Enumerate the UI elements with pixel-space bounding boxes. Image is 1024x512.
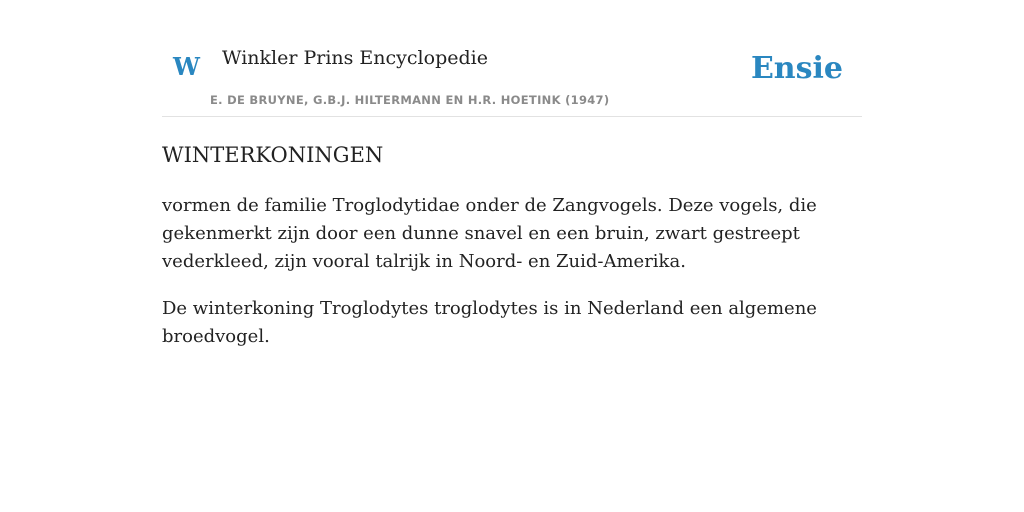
article-paragraph: De winterkoning Troglodytes troglodytes is in Nederland een algemene broedvogel. [162, 298, 817, 347]
article-title: WINTERKONINGEN [162, 143, 384, 167]
source-header [162, 40, 862, 117]
ensie-logo[interactable]: Ensie [750, 51, 843, 86]
source-title[interactable]: Winkler Prins Encyclopedie [222, 47, 488, 69]
article [162, 140, 862, 351]
article-paragraph: vormen de familie Troglodytidae onder de Zangvogels. Deze vogels, die gekenmerkt zijn door een dunne snavel en een bruin, zwart gestreept vederkleed, zijn vooral talrijk in Noord- en Zuid-Amerika. [162, 195, 817, 272]
source-authors: E. DE BRUYNE, G.B.J. HILTERMANN EN H.R. HOETINK (1947) [210, 93, 610, 107]
winkler-prins-logo[interactable]: W [173, 52, 200, 81]
